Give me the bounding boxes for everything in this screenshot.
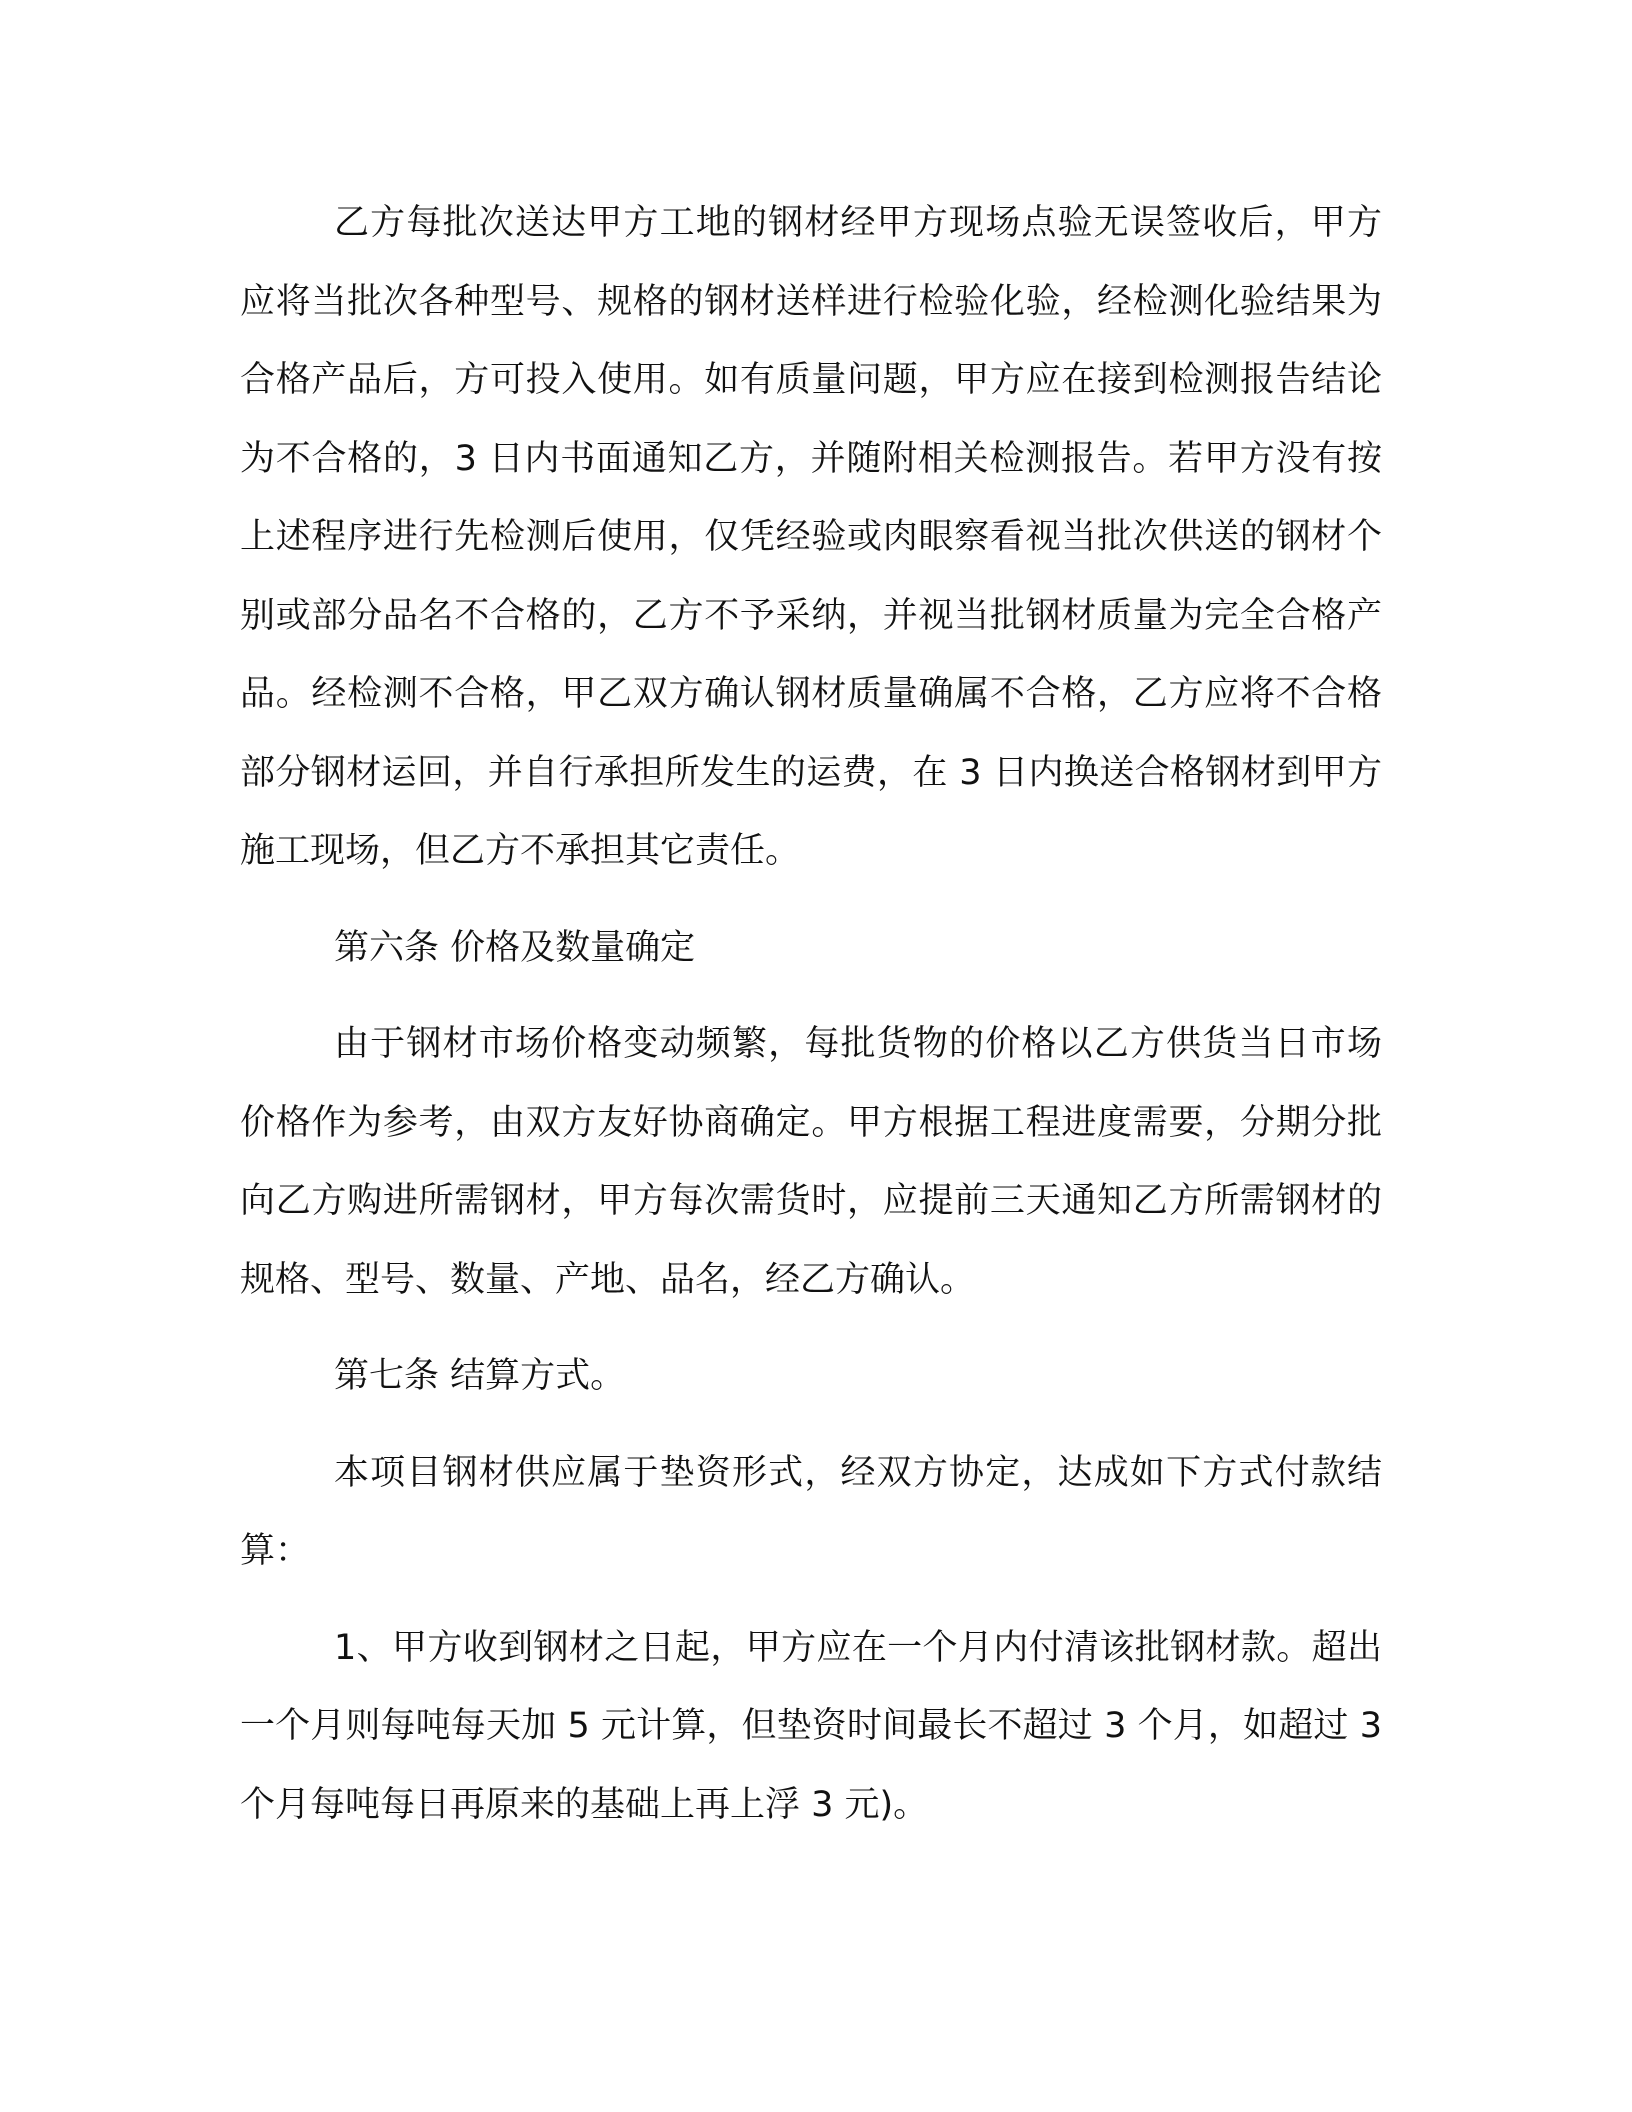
document-body — [240, 184, 1382, 1844]
paragraph-settlement-intro: 本项目钢材供应属于垫资形式，经双方协定，达成如下方式付款结算： — [240, 1452, 1382, 1571]
paragraph-payment-clause-1: 1、甲方收到钢材之日起，甲方应在一个月内付清该批钢材款。超出一个月则每吨每天加 5 元计算，但垫资时间最长不超过 3 个月，如超过 3 个月每吨每日再原来的基础上再上浮 3 元)。 — [240, 1627, 1382, 1825]
article-six-heading: 第六条 价格及数量确定 — [334, 927, 696, 968]
article-seven-heading: 第七条 结算方式。 — [334, 1356, 626, 1396]
paragraph-price-quantity: 由于钢材市场价格变动频繁，每批货物的价格以乙方供货当日市场价格作为参考，由双方友好协商确定。甲方根据工程进度需要，分期分批向乙方购进所需钢材，甲方每次需货时，应提前三天通知乙方所需钢材的规格、型号、数量、产地、品名，经乙方确认。 — [240, 1024, 1382, 1300]
paragraph-inspection-terms: 乙方每批次送达甲方工地的钢材经甲方现场点验无误签收后，甲方应将当批次各种型号、规格的钢材送样进行检验化验，经检测化验结果为合格产品后，方可投入使用。如有质量问题，甲方应在接到检测报告结论为不合格的，3 日内书面通知乙方，并随附相关检测报告。若甲方没有按上述程序进行先检测后使用，仅凭经验或肉眼察看视当批次供送的钢材个别或部分品名不合格的，乙方不予采纳，并视当批钢材质量为完全合格产品。经检测不合格，甲乙双方确认钢材质量确属不合格，乙方应将不合格部分钢材运回，并自行承担所发生的运费，在 3 日内换送合格钢材到甲方施工现场，但乙方不承担其它责任。 — [240, 203, 1382, 871]
